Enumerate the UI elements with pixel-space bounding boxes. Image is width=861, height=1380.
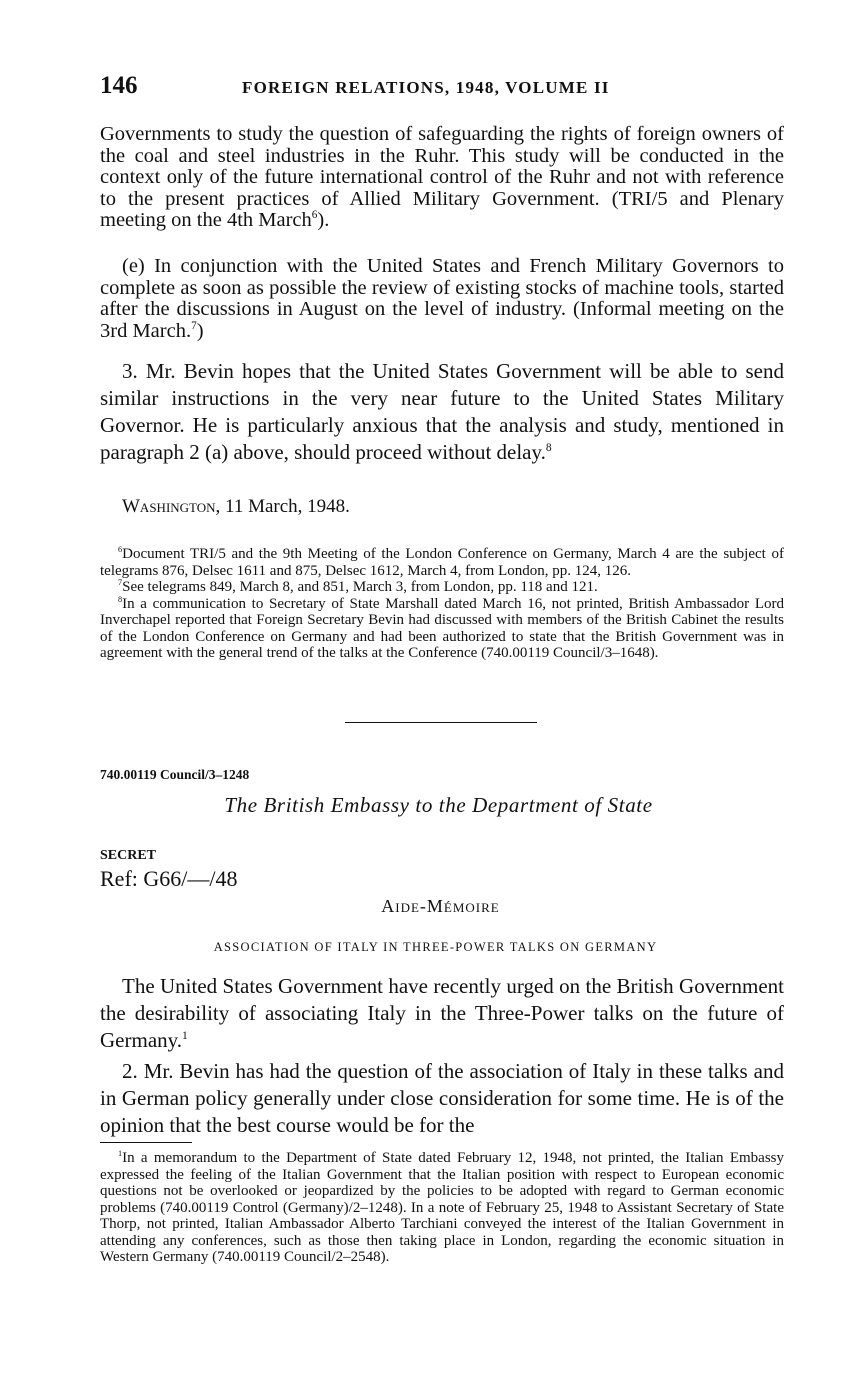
place-name: Washington: [122, 496, 216, 517]
paragraph-d-continuation: Governments to study the question of safeguarding the rights of foreign owners of the coal and steel industries in the Ruhr. This study will be conducted in the context only of the future international control of the Ruhr and not with reference to the present practices of Allied Military Government. (TRI/5 and Plenary meeting on the 4th March$^6$).: [100, 123, 784, 231]
footnotes-top: [100, 546, 784, 662]
footnote-divider: [100, 1142, 192, 1143]
document-type: Aide-Mémoire: [381, 896, 500, 916]
footnotes-bottom: [100, 1150, 784, 1266]
section-divider: [345, 722, 537, 723]
paragraph-3: 3. Mr. Bevin hopes that the United States Government will be able to send similar instructions in the very near future to the United States Military Governor. He is particularly anxious that the analysis and study, mentioned in paragraph 2 (a) above, should proceed without delay.$^8$: [100, 359, 784, 464]
footnote-8: $^8$In a communication to Secretary of State Marshall dated March 16, not printed, British Ambassador Lord Inverchapel reported that Foreign Secretary Bevin had discussed with members of the British Cabinet the results of the London Conference on Germany and had been authorized to state that the British Government was in agreement with the general trend of the talks at the Conference (740.00119 Council/3–1648).: [100, 594, 784, 661]
file-number: 740.00119 Council/3–1248: [100, 767, 250, 782]
continued-paragraph-d: [100, 124, 784, 232]
running-head: FOREIGN RELATIONS, 1948, VOLUME II: [242, 78, 610, 97]
footnote-6: $^6$Document TRI/5 and the 9th Meeting of the London Conference on Germany, March 4 are the subject of telegrams 876, Delsec 1611 and 875, Delsec 1612, March 4, from London, pp. 124, 126.: [100, 545, 784, 579]
paragraph-e: (e) In conjunction with the United States and French Military Governors to complete as soon as possible the review of existing stocks of machine tools, started after the discussions in August on the level of industry. (Informal meeting on the 3rd March.$^7$): [100, 255, 784, 342]
aide-paragraph-2: 2. Mr. Bevin has had the question of the association of Italy in these talks and in German policy generally under close consideration for some time. He is of the opinion that the best course would be for the: [100, 1059, 784, 1137]
paragraph-3-block: [100, 358, 784, 466]
paragraph-e-block: [100, 256, 784, 342]
aide-memoire-body: [100, 973, 784, 1139]
footnote-1: $^1$In a memorandum to the Department of State dated February 12, 1948, not printed, the Italian Embassy expressed the feeling of the Italian Government that the Italian position with respect to European economic questions not be overlooked or jeopardized by the policies to be adopted with regard to German economic problems (740.00119 Control (Germany)/2–1248). In a note of February 25, 1948 to Assistant Secretary of State Thorp, not printed, Italian Ambassador Alberto Tarchiani conveyed the interest of the Italian Government in attending any conferences, such as those then taking place in London, regarding the economic situation in Western Germany (740.00119 Council/2–2548).: [100, 1149, 784, 1265]
document-title: The British Embassy to the Department of State: [224, 793, 653, 817]
signature-line: [100, 496, 784, 518]
aide-paragraph-1: The United States Government have recently urged on the British Government the desirability of associating Italy in the Three-Power talks on the future of Germany.$^1$: [100, 974, 784, 1052]
footnote-7: $^7$See telegrams 849, March 8, and 851, March 3, from London, pp. 118 and 121.: [118, 578, 598, 595]
page-header: [100, 72, 790, 108]
footnote-ref-1[interactable]: 1: [182, 1030, 188, 1042]
signature-date: , 11 March, 1948.: [215, 496, 350, 517]
page-number: 146: [100, 72, 138, 99]
reference-number: Ref: G66/—/48: [100, 866, 238, 891]
footnote-ref-6[interactable]: 6: [311, 209, 318, 222]
subject-heading: ASSOCIATION OF ITALY IN THREE-POWER TALKS ON GERMANY: [213, 940, 658, 954]
classification-label: SECRET: [100, 848, 157, 863]
footnote-ref-8[interactable]: 8: [545, 442, 552, 454]
footnote-ref-7[interactable]: 7: [191, 319, 197, 332]
